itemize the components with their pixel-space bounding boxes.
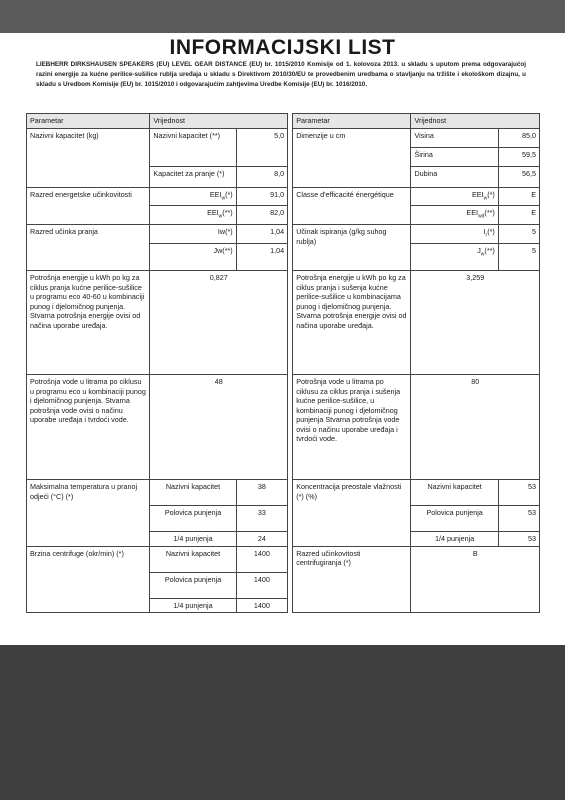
rinse-label: Učinak ispiranja (g/kg suhog rublja) <box>293 225 411 271</box>
depth-value: 56,5 <box>498 166 539 187</box>
wash-class-label: Razred učinka pranja <box>27 225 150 271</box>
table-row <box>27 375 540 480</box>
header-value-left: Vrijednost <box>150 114 288 129</box>
product-info-table <box>26 113 540 613</box>
dimensions-label: Dimenzije u cm <box>293 128 411 187</box>
energy-class-label-right: Classe d'efficacité énergétique <box>293 187 411 225</box>
nominal-wash-label: Nazivni kapacitet (**) <box>150 128 236 166</box>
nominal-capacity-label: Nazivni kapacitet (kg) <box>27 128 150 187</box>
height-value: 85,0 <box>498 128 539 147</box>
temp-full-value: 38 <box>236 480 287 506</box>
depth-label: Dubina <box>411 166 498 187</box>
energy-consumption-value-right: 3,259 <box>411 271 540 375</box>
nominal-dry-label: Kapacitet za pranje (*) <box>150 166 236 187</box>
moist-quarter-label: 1/4 punjenja <box>411 532 498 547</box>
nominal-dry-value: 8,0 <box>236 166 287 187</box>
spin-class-label: Razred učinkovitosti centrifugiranja (*) <box>293 546 411 613</box>
height-label: Visina <box>411 128 498 147</box>
water-consumption-value: 48 <box>150 375 288 480</box>
header-param-left: Parametar <box>27 114 150 129</box>
spin-quarter-value: 1400 <box>236 598 287 613</box>
spin-half-value: 1400 <box>236 572 287 598</box>
intro-paragraph: LIEBHERR DIRKSHAUSEN SPEAKERS (EU) LEVEL GEAR DISTANCE (EU) br. 1015/2010 Komisije od 1. kolovoza 2013. u skladu s uputom prema odgovarajućoj razini energije za kućne perilice-sušilice rublja uređaja u skladu s Direktivom 2010/30/EU te provedbenim uredbama o stavljanju na tržište i ekološkom dizajnu, u skladu s Uredbom Komisije (EU) br. 1015/2010 i odgovarajućim zahtjevima Uredbe Komisije (EU) br. 1016/2010. <box>36 61 526 88</box>
eei-wd-label: $EEI_w(**)$ <box>150 206 236 225</box>
table-header-row <box>27 114 540 129</box>
eei-wd-value: 82,0 <box>236 206 287 225</box>
max-temp-label: Maksimalna temperatura u pranoj odjeći (°C) (*) <box>27 480 150 547</box>
water-consumption-value-right: 80 <box>411 375 540 480</box>
spin-quarter-label: 1/4 punjenja <box>150 598 236 613</box>
table-row <box>27 187 540 206</box>
jr-label: $J_w(**)$ <box>411 244 498 271</box>
spin-speed-label: Brzina centrifuge (okr/min) (*) <box>27 546 150 613</box>
temp-quarter-label: 1/4 punjenja <box>150 532 236 547</box>
moist-half-label: Polovica punjenja <box>411 506 498 532</box>
eei-rd-label: $EEI_{wd}(**)$ <box>411 206 498 225</box>
table-row <box>27 225 540 244</box>
energy-consumption-value: 0,827 <box>150 271 288 375</box>
temp-half-label: Polovica punjenja <box>150 506 236 532</box>
table-row <box>27 271 540 375</box>
moist-full-value: 53 <box>498 480 539 506</box>
moisture-label: Koncentracija preostale vlažnosti (*) (%) <box>293 480 411 547</box>
eei-r-label: $EEI_w(*)$ <box>411 187 498 206</box>
jw-value: 1,04 <box>236 244 287 271</box>
table-row <box>27 128 540 147</box>
jr-value: 5 <box>498 244 539 271</box>
header-value-right: Vrijednost <box>411 114 540 129</box>
eei-w-value: 91,0 <box>236 187 287 206</box>
moist-quarter-value: 53 <box>498 532 539 547</box>
temp-quarter-value: 24 <box>236 532 287 547</box>
moist-full-label: Nazivni kapacitet <box>411 480 498 506</box>
ir-label: $I_r(*)$ <box>411 225 498 244</box>
width-value: 59,5 <box>498 147 539 166</box>
class-w-value: E <box>498 187 539 206</box>
page-title: INFORMACIJSKI LIST <box>169 36 396 59</box>
temp-full-label: Nazivni kapacitet <box>150 480 236 506</box>
temp-half-value: 33 <box>236 506 287 532</box>
spin-full-value: 1400 <box>236 546 287 572</box>
water-consumption-label: Potrošnja vode u litrama po ciklusu u programu eco u kombinaciji punog i djelomičnog punjenja. Stvarna potrošnja vode ovisi o načinu uporabe uređaja i tvrdoći vode. <box>27 375 150 480</box>
water-consumption-label-right: Potrošnja vode u litrama po ciklusu za ciklus pranja i sušenja kućne perilice-sušilice, u kombinaciji punog i djelomičnog punjenja Stvarna potrošnja vode ovisi o načinu uporabe uređaja i tvrdoći vode. <box>293 375 411 480</box>
spin-class-value: B <box>411 546 540 613</box>
iw-label: Iw(*) <box>150 225 236 244</box>
class-wd-value: E <box>498 206 539 225</box>
table-row <box>27 546 540 572</box>
eei-w-label: $EEI_w(*)$ <box>150 187 236 206</box>
table-row <box>27 480 540 506</box>
moist-half-value: 53 <box>498 506 539 532</box>
iw-value: 1,04 <box>236 225 287 244</box>
spin-full-label: Nazivni kapacitet <box>150 546 236 572</box>
ir-value: 5 <box>498 225 539 244</box>
width-label: Širina <box>411 147 498 166</box>
header-param-right: Parametar <box>293 114 411 129</box>
jw-label: Jw(**) <box>150 244 236 271</box>
energy-class-label: Razred energetske učinkovitosti <box>27 187 150 225</box>
energy-consumption-label: Potrošnja energije u kWh po kg za ciklus pranja kućne perilice-sušilice u programu eco 40-60 u kombinaciji punog i djelomičnog punjenja. Stvarna potrošnja energije ovisi od načina uporabe uređaja. <box>27 271 150 375</box>
nominal-wash-value: 5,0 <box>236 128 287 166</box>
viewer-top-bar <box>0 0 565 33</box>
spin-half-label: Polovica punjenja <box>150 572 236 598</box>
energy-consumption-label-right: Potrošnja energije u kWh po kg za ciklus pranja i sušenja kućne perilice-sušilice u kombinacijama punog i djelomičnog punjenja. Stvarna potrošnja energije ovisi od načina uporabe uređaja. <box>293 271 411 375</box>
